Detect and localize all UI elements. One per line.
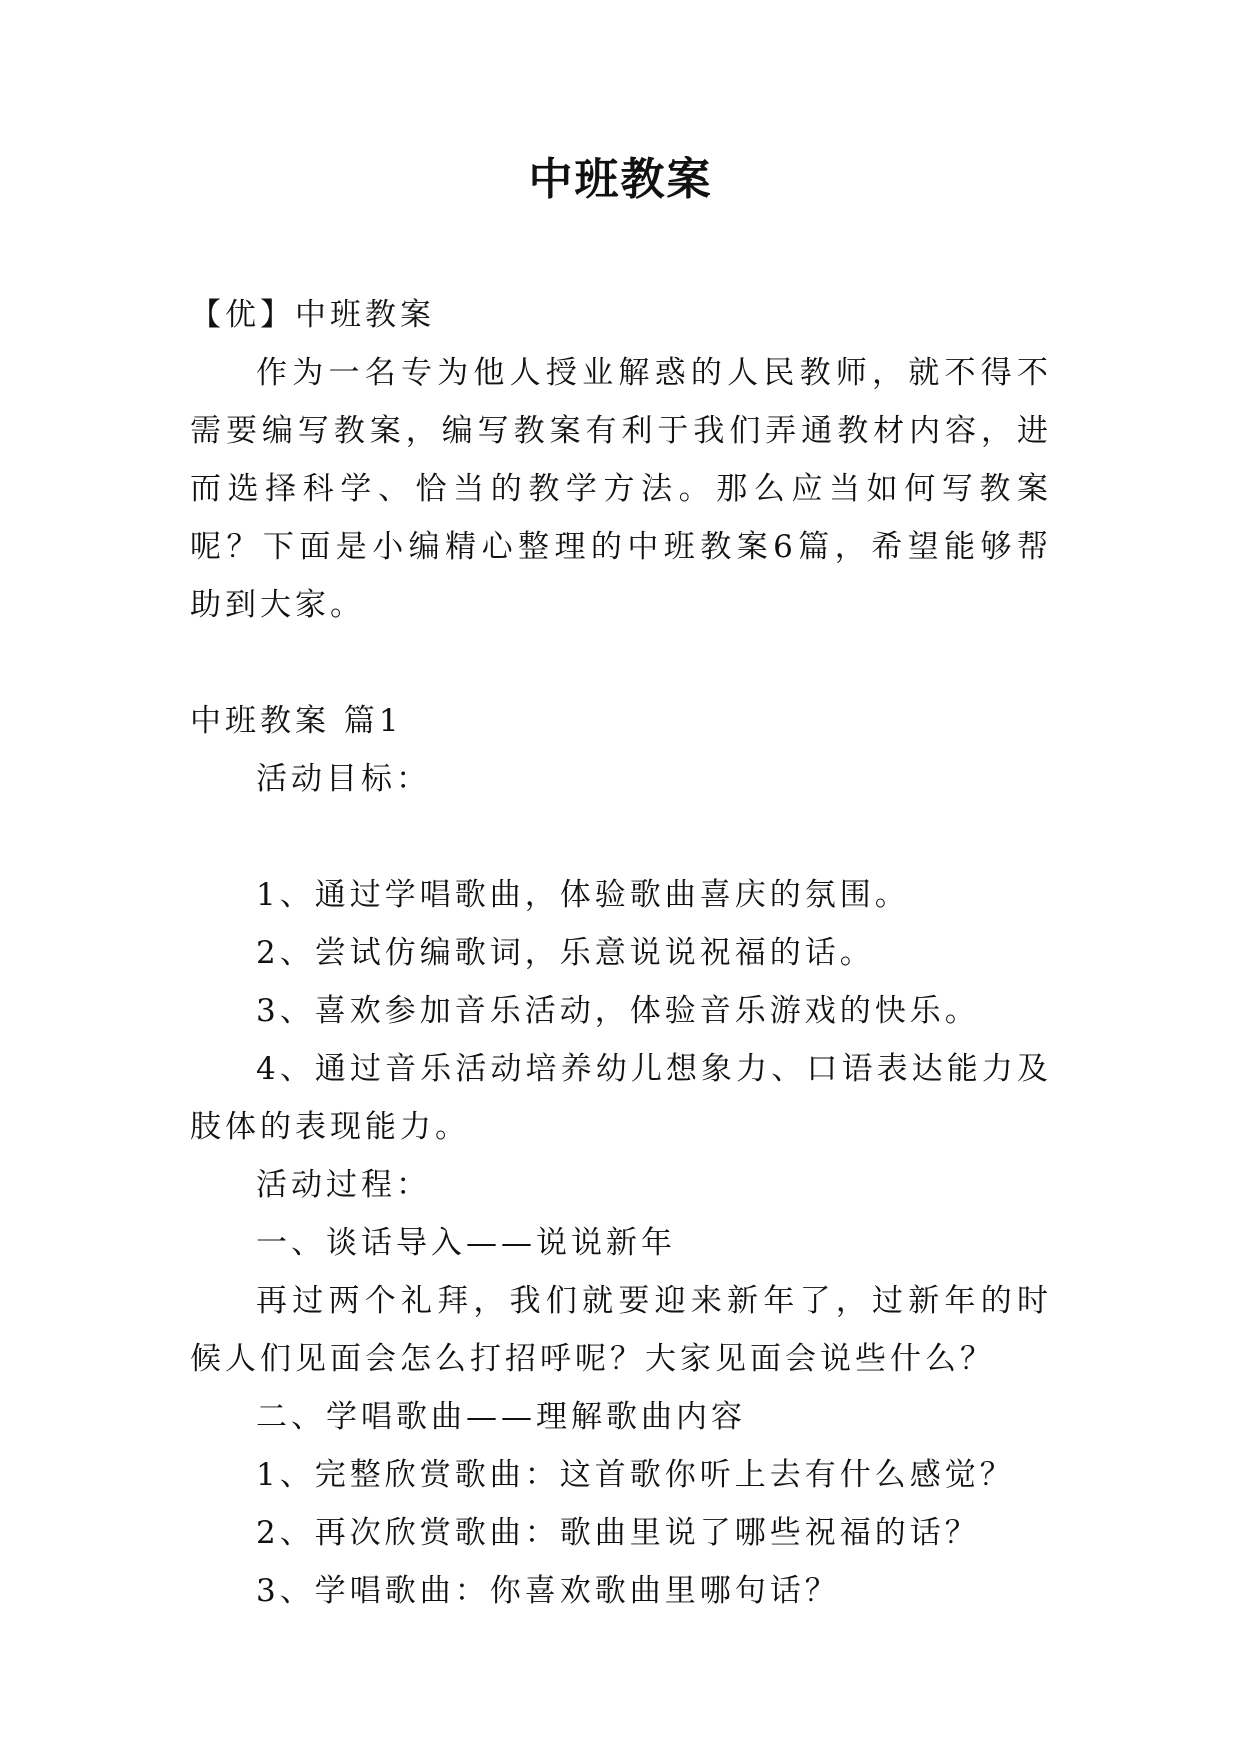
document-title: 中班教案: [528, 154, 713, 205]
document-body: [190, 286, 1052, 1620]
step-item: 3、学唱歌曲：你喜欢歌曲里哪句话？: [256, 1573, 840, 1609]
goal-item: 1、通过学唱歌曲，体验歌曲喜庆的氛围。: [256, 877, 910, 913]
spacer: [190, 808, 1052, 866]
step-title: 二、学唱歌曲——理解歌曲内容: [256, 1399, 746, 1435]
goals-label: 活动目标：: [256, 761, 431, 797]
spacer: [190, 634, 1052, 692]
step-paragraph: 再过两个礼拜，我们就要迎来新年了，过新年的时候人们见面会怎么打招呼呢？大家见面会说些什么？: [190, 1283, 1052, 1377]
goal-item: 2、尝试仿编歌词，乐意说说祝福的话。: [256, 935, 875, 971]
step-item: 1、完整欣赏歌曲：这首歌你听上去有什么感觉？: [256, 1457, 1015, 1493]
intro-paragraph: 作为一名专为他人授业解惑的人民教师，就不得不需要编写教案，编写教案有利于我们弄通教材内容，进而选择科学、恰当的教学方法。那么应当如何写教案呢？下面是小编精心整理的中班教案6篇，希望能够帮助到大家。: [190, 355, 1052, 623]
step-title: 一、谈话导入——说说新年: [256, 1225, 676, 1261]
process-label: 活动过程：: [256, 1167, 431, 1203]
step-item: 2、再次欣赏歌曲：歌曲里说了哪些祝福的话？: [256, 1515, 980, 1551]
section-title: 中班教案 篇1: [190, 703, 403, 739]
goal-item: 3、喜欢参加音乐活动，体验音乐游戏的快乐。: [256, 993, 980, 1029]
article-heading: 【优】中班教案: [190, 297, 435, 333]
goal-item: 4、通过音乐活动培养幼儿想象力、口语表达能力及肢体的表现能力。: [190, 1051, 1052, 1145]
